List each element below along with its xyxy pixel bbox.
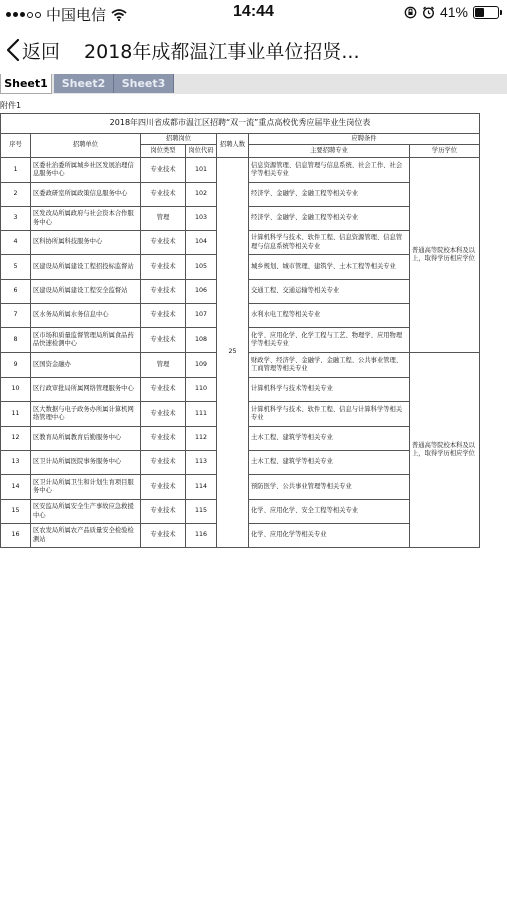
row-index: 6	[1, 280, 31, 304]
row-code: 110	[186, 378, 217, 402]
row-code: 102	[186, 183, 217, 207]
row-index: 15	[1, 500, 31, 524]
row-major: 财政学、经济学、金融学、金融工程、公共事业管理、工商管理等相关专业	[249, 353, 410, 378]
position-table	[0, 113, 480, 548]
row-index: 12	[1, 427, 31, 451]
row-unit: 区教育局所属教育后勤服务中心	[31, 427, 141, 451]
navigation-bar	[0, 26, 507, 74]
row-index: 4	[1, 231, 31, 255]
row-unit: 区卫计局所属医院事务服务中心	[31, 451, 141, 475]
row-code: 109	[186, 353, 217, 378]
tab-sheet1[interactable]: Sheet1	[0, 74, 52, 94]
degree-group-2: 普通高等院校本科及以上，取得学历相应学位	[410, 353, 480, 548]
row-type: 专业技术	[141, 451, 186, 475]
row-index: 10	[1, 378, 31, 402]
table-title-row	[1, 114, 480, 134]
page-title: 2018年成都温江事业单位招贤...	[84, 40, 360, 63]
row-code: 113	[186, 451, 217, 475]
row-unit: 区发改局所属政府与社会资本合作服务中心	[31, 207, 141, 231]
row-code: 115	[186, 500, 217, 524]
row-unit: 区科协所属科技服务中心	[31, 231, 141, 255]
header-index: 序号	[1, 134, 31, 158]
row-unit: 区委社治委所属城乡社区发展治理信息服务中心	[31, 158, 141, 183]
spreadsheet-view	[0, 94, 507, 900]
battery-percent: 41%	[439, 4, 468, 20]
carrier-name: 中国电信	[46, 7, 107, 24]
row-unit: 区卫计局所属卫生和计划生育项目服务中心	[31, 475, 141, 500]
row-major: 城乡规划、城市管理、建筑学、土木工程等相关专业	[249, 255, 410, 280]
row-index: 2	[1, 183, 31, 207]
system-indicators	[404, 4, 499, 20]
row-major: 预防医学、公共事业管理等相关专业	[249, 475, 410, 500]
row-code: 104	[186, 231, 217, 255]
row-major: 土木工程、建筑学等相关专业	[249, 427, 410, 451]
row-type: 专业技术	[141, 500, 186, 524]
merged-count: 25	[217, 158, 249, 548]
row-type: 专业技术	[141, 158, 186, 183]
row-type: 专业技术	[141, 280, 186, 304]
row-type: 专业技术	[141, 255, 186, 280]
row-code: 111	[186, 402, 217, 427]
row-major: 水利水电工程等相关专业	[249, 304, 410, 328]
row-major: 经济学、金融学、金融工程等相关专业	[249, 183, 410, 207]
row-unit: 区农发局所属农产品质量安全检验检测站	[31, 524, 141, 548]
header-conditions-group: 应聘条件	[249, 134, 480, 145]
row-major: 交通工程、交通运输等相关专业	[249, 280, 410, 304]
header-major: 主要招聘专业	[249, 145, 410, 158]
alarm-icon	[422, 6, 435, 19]
row-unit: 区市场和质量监督管理局所属食品药品快速检测中心	[31, 328, 141, 353]
row-index: 14	[1, 475, 31, 500]
header-degree: 学历学位	[410, 145, 480, 158]
sheet-tab-bar	[0, 74, 507, 94]
tab-sheet2[interactable]: Sheet2	[54, 74, 114, 93]
clock: 14:44	[233, 3, 274, 20]
row-type: 专业技术	[141, 183, 186, 207]
back-button[interactable]	[6, 37, 60, 64]
tab-sheet3[interactable]: Sheet3	[114, 74, 174, 93]
header-unit: 招聘单位	[31, 134, 141, 158]
row-major: 计算机科学与技术、软件工程、信息资源管理、信息管理与信息系统等相关专业	[249, 231, 410, 255]
row-major: 信息资源管理、信息管理与信息系统、社会工作、社会学等相关专业	[249, 158, 410, 183]
row-unit: 区建设局所属建设工程安全监督站	[31, 280, 141, 304]
row-major: 化学、应用化学、安全工程等相关专业	[249, 500, 410, 524]
header-position-group: 招聘岗位	[141, 134, 217, 145]
row-code: 106	[186, 280, 217, 304]
row-major: 化学、应用化学等相关专业	[249, 524, 410, 548]
row-index: 1	[1, 158, 31, 183]
row-index: 7	[1, 304, 31, 328]
row-index: 13	[1, 451, 31, 475]
row-unit: 区委政研室所属政策信息服务中心	[31, 183, 141, 207]
row-code: 103	[186, 207, 217, 231]
row-code: 108	[186, 328, 217, 353]
row-major: 经济学、金融学、金融工程等相关专业	[249, 207, 410, 231]
row-type: 管理	[141, 353, 186, 378]
row-type: 专业技术	[141, 378, 186, 402]
row-type: 专业技术	[141, 402, 186, 427]
row-major: 土木工程、建筑学等相关专业	[249, 451, 410, 475]
row-code: 116	[186, 524, 217, 548]
table-title: 2018年四川省成都市温江区招聘“双一流”重点高校优秀应届毕业生岗位表	[1, 114, 480, 134]
row-code: 114	[186, 475, 217, 500]
header-position-code: 岗位代码	[186, 145, 217, 158]
row-type: 专业技术	[141, 524, 186, 548]
row-major: 计算机科学与技术、软件工程、信息与计算科学等相关专业	[249, 402, 410, 427]
row-index: 3	[1, 207, 31, 231]
row-index: 8	[1, 328, 31, 353]
header-row-1	[1, 134, 480, 145]
row-code: 105	[186, 255, 217, 280]
rotation-lock-icon	[404, 6, 417, 19]
row-code: 107	[186, 304, 217, 328]
row-index: 9	[1, 353, 31, 378]
status-bar	[0, 0, 507, 26]
header-count: 招聘人数	[217, 134, 249, 158]
table-row	[1, 158, 480, 183]
row-type: 专业技术	[141, 304, 186, 328]
row-type: 专业技术	[141, 231, 186, 255]
row-unit: 区大数据与电子政务办所属计算机网络管理中心	[31, 402, 141, 427]
row-major: 化学、应用化学、化学工程与工艺、物理学、应用物理学等相关专业	[249, 328, 410, 353]
row-type: 管理	[141, 207, 186, 231]
row-unit: 区水务局所属水务信息中心	[31, 304, 141, 328]
back-label: 返回	[22, 40, 61, 63]
row-index: 16	[1, 524, 31, 548]
annex-label: 附件1	[0, 101, 22, 110]
header-position-type: 岗位类型	[141, 145, 186, 158]
row-code: 112	[186, 427, 217, 451]
row-unit: 区建设局所属建设工程招投标监督站	[31, 255, 141, 280]
row-code: 101	[186, 158, 217, 183]
row-type: 专业技术	[141, 328, 186, 353]
battery-icon	[473, 6, 499, 19]
row-unit: 区安监局所属安全生产事故应急救援中心	[31, 500, 141, 524]
row-major: 计算机科学与技术等相关专业	[249, 378, 410, 402]
chevron-left-icon	[6, 38, 20, 62]
row-type: 专业技术	[141, 475, 186, 500]
row-unit: 区行政审批局所属网络管理服务中心	[31, 378, 141, 402]
row-index: 5	[1, 255, 31, 280]
row-index: 11	[1, 402, 31, 427]
row-unit: 区国资金融办	[31, 353, 141, 378]
row-type: 专业技术	[141, 427, 186, 451]
degree-group-1: 普通高等院校本科及以上，取得学历相应学位	[410, 158, 480, 353]
